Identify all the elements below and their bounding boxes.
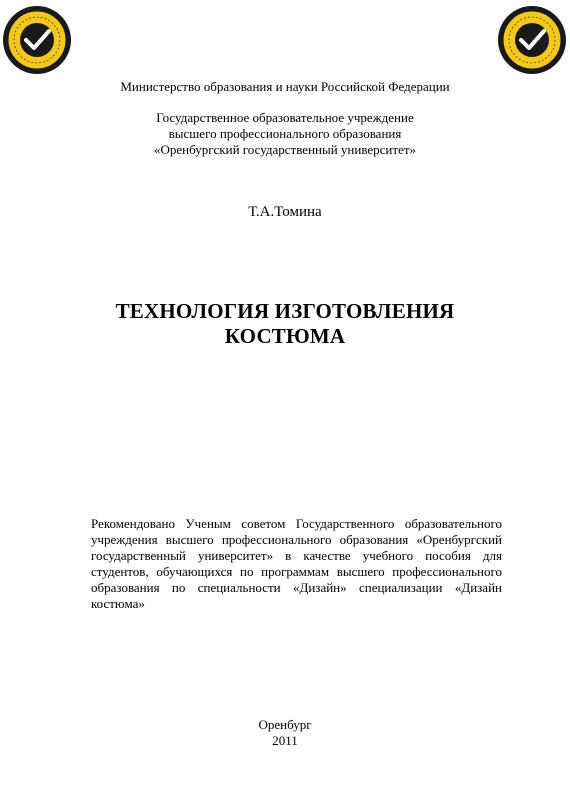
institution-line: Государственное образовательное учреждение — [156, 110, 414, 125]
abbyy-seal-icon — [2, 5, 72, 75]
institution-line: высшего профессионального образования — [168, 126, 402, 141]
ministry-name: Министерство образования и науки Российской Федерации — [120, 79, 450, 94]
publication-city: Оренбург — [258, 717, 312, 732]
recommendation-text: Рекомендовано Ученым советом Государственного образовательного учреждения высшего профессионального образования «Оренбургский государственный университет» в качестве учебного пособия для студентов, обучающихся по программам высшего профессионального образования по специальности «Дизайн» специализации «Дизайн костюма» — [91, 516, 502, 611]
title-line: КОСТЮМА — [224, 324, 346, 348]
title-line: ТЕХНОЛОГИЯ ИЗГОТОВЛЕНИЯ — [115, 299, 455, 323]
institution-line: «Оренбургский государственный университет» — [153, 142, 417, 157]
author-name: Т.А.Томина — [248, 204, 322, 220]
abbyy-seal-icon — [497, 5, 567, 75]
institution-block — [0, 110, 570, 158]
document-title — [0, 299, 570, 349]
publication-year: 2011 — [272, 733, 298, 748]
